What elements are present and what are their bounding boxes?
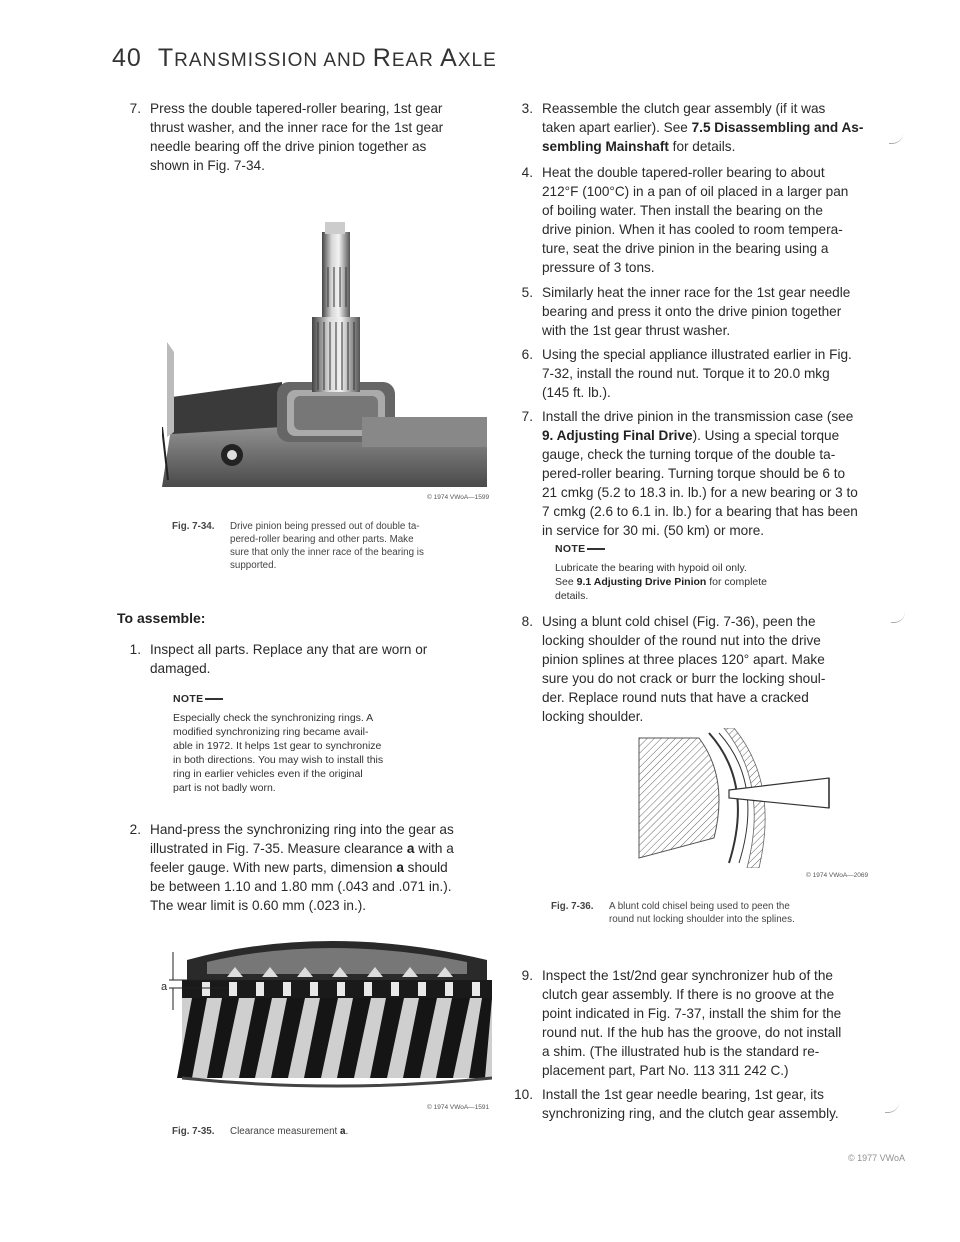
figure-7-35-caption: Fig. 7-35. Clearance measurement a.: [172, 1126, 349, 1137]
margin-mark: [889, 133, 903, 144]
figure-7-35-credit: © 1974 VWoA—1591: [427, 1104, 490, 1111]
chapter-title: TRANSMISSION AND REAR AXLE: [157, 44, 497, 72]
to-assemble-heading: To assemble:: [117, 610, 206, 626]
figure-7-36-drawing: [629, 728, 849, 868]
figure-7-34-caption: Fig. 7-34. Drive pinion being pressed out of double ta- pered-roller bearing and other parts. Make sure that only the inner race of the bearing is supported.: [172, 521, 424, 571]
right-column: 3. Reassemble the clutch gear assembly (if it was taken apart earlier). See 7.5 Disassembling and As- sembling Mainshaft for details. 4. Heat the double tapered-roller bearing to about 212°F (100°C) in a pan of oil placed in a larger pan of boiling water. Then install the bearing on the drive pinion. When it has cooled to room tempera- ture, seat the drive pinion in the bearing using a pressure of 3 tons. 5. Similarly heat the inner race for the 1st gear needle bearing and press it onto the drive pinion together with the 1st gear thrust washer. 6. Using the special appliance illustrated earlier in Fig. 7-32, install the round nut. Torque it to 20.0 mkg (145 ft. lb.). 7. Install the drive pinion in the transmission case (see 9. Adjusting Final Drive). Using a special torque gauge, check the turning torque of the double ta- pered-roller bearing. Turning torque should be 6 to 21 cmkg (5.2 to 18.3 in. lb.) for a new bearing or 3 to 7 cmkg (2.6 to 6.1 in. lb.) for a bearing that has been in service for 30 mi. (50 km) or more. NOTE Lubricate the bearing with hypoid oil only. See 9.1 Adjusting Drive Pinion for complete details. 8. Using a blunt cold chisel (Fig. 7-36), peen the locking shoulder of the round nut into the drive pinion splines at three places 120° apart. Make sure you do not crack or burr the locking shoul- der. Replace round nuts that have a cracked locking shoulder. © 1974 VWoA—2069 Fig. 7-36. A blunt cold chisel being used to peen the round nut locking shoulder into the splines. 9. Inspect the 1st/2nd gear synchronizer hub of the clutch gear assembly. If there is no groove at the point indicated in Fig. 7-37, install the shim for the round nut. If the hub has the groove, do not install a shim. (The illustrated hub is the standard re- placement part, Part No. 113 311 242 C.) 10. Install the 1st gear needle bearing, 1st gear, its synchronizing ring, and the clutch gear assembly.: [509, 0, 909, 1242]
figure-7-34-photo: [162, 222, 487, 487]
margin-mark: [885, 1102, 899, 1113]
figure-7-35-photo: [167, 922, 492, 1097]
clearance-marker-a: a: [161, 981, 168, 993]
page-footer-copyright: © 1977 VWoA: [848, 1153, 905, 1163]
figure-7-34-credit: © 1974 VWoA—1599: [427, 494, 490, 501]
figure-7-36-caption: Fig. 7-36. A blunt cold chisel being used to peen the round nut locking shoulder into the splines.: [551, 901, 795, 925]
left-column: 7. Press the double tapered-roller bearing, 1st gear thrust washer, and the inner race for the 1st gear needle bearing off the drive pinion together as shown in Fig. 7-34. © 1974 VWoA—1599 Fig. 7-34. Drive pinion being pressed out of double ta- pered-roller bearing and other parts. Make sure that only the inner race of the bearing is supported. To assemble: 1. Inspect all parts. Replace any that are worn or damaged. NOTE Especially check the synchronizing rings. A modified synchronizing ring became avail- able in 1972. It helps 1st gear to synchronize in both directions. You may wish to install this ring in earlier vehicles even if the original part is not badly worn. 2. Hand-press the synchronizing ring into the gear as illustrated in Fig. 7-35. Measure clearance a with a feeler gauge. With new parts, dimension a should be between 1.10 and 1.80 mm (.043 and .071 in.). The wear limit is 0.60 mm (.023 in.). a © 1974 VWoA—1591 Fig. 7-35. Clearance measurement a.: [117, 0, 497, 1242]
figure-7-36-credit: © 1974 VWoA—2069: [806, 872, 869, 879]
note-hypoid-oil: NOTE Lubricate the bearing with hypoid oil only. See 9.1 Adjusting Drive Pinion for complete details.: [555, 543, 768, 602]
note-synchronizing-rings: NOTE Especially check the synchronizing rings. A modified synchronizing ring became avail- able in 1972. It helps 1st gear to synchronize in both directions. You may wish to install this ring in earlier vehicles even if the original part is not badly worn.: [173, 693, 384, 794]
page-number: 40: [112, 44, 142, 72]
margin-mark: [891, 612, 905, 623]
